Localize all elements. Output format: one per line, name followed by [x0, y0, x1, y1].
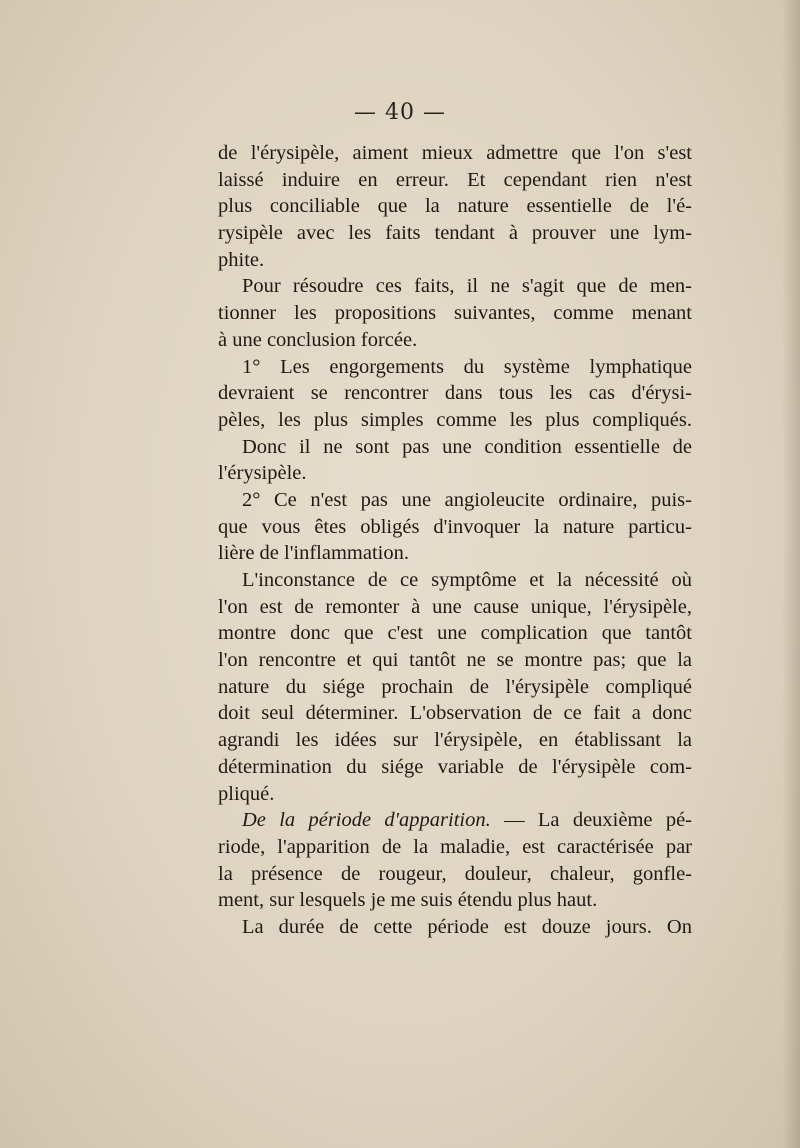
text-line: doit seul déterminer. L'observation de ce fait a donc — [218, 702, 692, 725]
section-heading: De la période d'apparition. — [242, 809, 491, 832]
text-line: la présence de rougeur, douleur, chaleur, gonfle- — [218, 862, 692, 885]
text-line: que vous êtes obligés d'invoquer la nature particu- — [218, 515, 692, 538]
text-line: tionner les propositions suivantes, comme menant — [218, 302, 692, 325]
text-line: lière de l'inflammation. — [218, 542, 409, 565]
text-line: détermination du siége variable de l'érysipèle com- — [218, 755, 692, 778]
text-line: montre donc que c'est une complication que tantôt — [218, 622, 692, 645]
text-line: agrandi les idées sur l'érysipèle, en établissant la — [218, 729, 692, 752]
text-line: ment, sur lesquels je me suis étendu plus haut. — [218, 889, 598, 912]
text-line: riode, l'apparition de la maladie, est caractérisée par — [218, 835, 692, 858]
text-line: 1° Les engorgements du système lymphatique — [242, 355, 692, 378]
text-line: La durée de cette période est douze jours. On — [242, 915, 692, 938]
text-line: laissé induire en erreur. Et cependant rien n'est — [218, 168, 692, 191]
text-line: devraient se rencontrer dans tous les cas d'érysi- — [218, 382, 692, 405]
text-line-content: — La deuxième pé- — [490, 809, 693, 832]
text-line: phite. — [218, 248, 265, 271]
text-line: pèles, les plus simples comme les plus compliqués. — [218, 408, 692, 431]
text-line: l'on est de remonter à une cause unique, l'érysipèle, — [218, 595, 692, 618]
text-line — [218, 807, 692, 834]
text-line: 2° Ce n'est pas une angioleucite ordinaire, puis- — [242, 488, 692, 511]
text-line: rysipèle avec les faits tendant à prouver une lym- — [218, 222, 692, 245]
page-number: — 40 — — [354, 100, 446, 125]
text-line: plus conciliable que la nature essentielle de l'é- — [218, 195, 692, 218]
text-line: l'érysipèle. — [218, 462, 307, 485]
text-line: pliqué. — [218, 782, 275, 805]
text-line: Donc il ne sont pas une condition essentielle de — [242, 435, 692, 458]
text-line: de l'érysipèle, aiment mieux admettre que l'on s'est — [218, 142, 692, 164]
text-line: à une conclusion forcée. — [218, 328, 418, 351]
text-line: L'inconstance de ce symptôme et la nécessité où — [242, 569, 692, 591]
text-line: l'on rencontre et qui tantôt ne se montre pas; que la — [218, 649, 692, 672]
text-line: nature du siége prochain de l'érysipèle compliqué — [218, 675, 692, 698]
text-line: Pour résoudre ces faits, il ne s'agit que de men- — [242, 275, 692, 298]
body-text — [218, 140, 692, 941]
